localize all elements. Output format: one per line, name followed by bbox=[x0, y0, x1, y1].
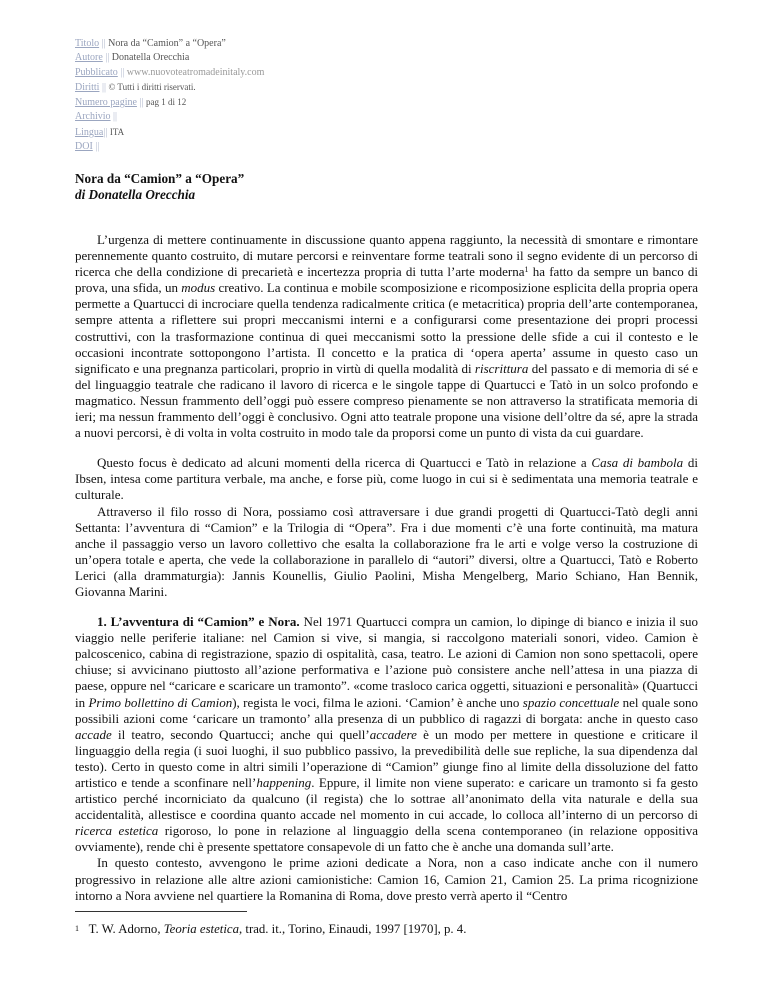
meta-separator: || bbox=[136, 97, 146, 109]
paragraph-5: In questo contesto, avvengono le prime azioni dedicate a Nora, non a caso indicate anche con il numero progressivo in relazione alle altre azioni camionistiche: Camion 16, Camion 21, Camion 25. La prima ricognizione intorno a Nora avviene nel quartiere la Romanina di Roma, dove presto verrà aperto il “Centro bbox=[75, 855, 698, 903]
meta-row-pages bbox=[75, 95, 264, 110]
text-run: ha fatto da sempre un banco di prova, una sfida, un bbox=[75, 264, 699, 296]
paragraph-4 bbox=[75, 614, 698, 855]
meta-separator: || bbox=[110, 111, 118, 123]
meta-separator: || bbox=[102, 52, 112, 64]
meta-row-language bbox=[75, 125, 264, 140]
article-heading bbox=[75, 171, 244, 203]
meta-label-link[interactable]: Pubblicato bbox=[75, 66, 118, 78]
text-run: creativo. La continua e mobile scomposizione e ricomposizione esplicita della propria opera permette a Quartucci di incrociare quella tendenza radicalmente critica (e metacritica) propria dell’arte contemporanea, sempre attenta a riflettere sui propri meccanismi interni e a configurarsi come presentazione dei propri processi costruttivi, con la trasformazione continua di quei meccanismi sotto la pressione delle sfide a cui il contesto e le occasioni incontrate sottopongono l’artista. Il concetto e la pratica di ‘opera aperta’ assume in questo caso un significato e una pregnanza particolari, proprio in virtù di quella modalità di bbox=[75, 280, 699, 376]
meta-row-doi bbox=[75, 140, 264, 154]
article-body bbox=[75, 232, 698, 904]
meta-label-link[interactable]: DOI bbox=[75, 141, 93, 153]
meta-value: © Tutti i diritti riservati. bbox=[108, 81, 196, 92]
meta-separator: || bbox=[103, 126, 110, 138]
meta-label-link[interactable]: Lingua bbox=[75, 126, 104, 138]
italic-run: Casa di bambola bbox=[591, 455, 684, 471]
text-run: L’urgenza di mettere continuamente in discussione quanto appena raggiunto, la necessità di smontare e rimontare perennemente quanto costruito, di mutare percorsi e reinventare forme teatrali sono il segno evidente di un percorso di ricerca che della condizione di precarietà e incertezza propria di tutta l’arte moderna bbox=[75, 232, 698, 280]
text-run: rigoroso, lo pone in relazione al linguaggio della scena contemporaneo (in relazione oppositiva ovviamente), rende chi è presente spettatore consapevole di un fatto che è anche una domanda sull’arte. bbox=[75, 823, 698, 855]
meta-separator: || bbox=[99, 81, 109, 93]
meta-label-link[interactable]: Archivio bbox=[75, 111, 111, 123]
text-run: Nel 1971 Quartucci compra un camion, lo dipinge di bianco e inizia il suo viaggio nelle periferie italiane: nel Camion si vive, si mangia, si raccolgono materiali sonori, video. Camion è palcoscenico, cabina di registrazione, spazio di ospitalità, casa, teatro. Le azioni di Camion non sono spettacoli, opere chiuse; si avvicinano piuttosto all’azione performativa e l’azione può consistere anche nell’attesa in una piazza di paese, oppure nel “caricare e scaricare un tramonto”. «come trasloco carica oggetti, situazioni e personalità» (Quartucci in bbox=[75, 614, 698, 710]
italic-run: accadere bbox=[369, 726, 417, 742]
text-run: il teatro, secondo Quartucci; anche qui quell’ bbox=[111, 726, 370, 742]
text-run: di Ibsen, intesa come partitura verbale, ma anche, e forse più, come luogo in cui si è sedimentata una memoria teatrale e culturale. bbox=[75, 455, 699, 503]
meta-row-author bbox=[75, 51, 264, 65]
paragraph-2 bbox=[75, 455, 698, 503]
footnote-ref[interactable]: 1 bbox=[524, 265, 529, 275]
meta-value: ITA bbox=[109, 126, 125, 137]
meta-separator: || bbox=[99, 38, 109, 49]
paragraph-3: Attraverso il filo rosso di Nora, possiamo così attraversare i due grandi progetti di Quartucci-Tatò degli anni Settanta: l’avventura di “Camion” e la Trilogia di “Opera”. Fra i due momenti c’è una forte continuità, ma matura anche il passaggio verso un lavoro collettivo che esalta la collaborazione fra le arti e volge verso la costruzione di un’opera totale e aperta, che vede la collaborazione in parallelo di “autori” diversi, oltre a Quartucci, Tatò e Roberto Lerici (alla drammaturgia): Jannis Kounellis, Giulio Paolini, Misha Mengelberg, Mario Schiano, Han Bennik, Giovanna Marini. bbox=[75, 503, 698, 599]
italic-run: spazio concettuale bbox=[522, 694, 620, 710]
meta-value: www.nuovoteatromadeinitaly.com bbox=[126, 66, 265, 78]
text-run: nel quale sono possibili azioni come ‘caricare un tramonto’ alla presenza di un pubblico di ragazzi di borgata: anche in questo caso bbox=[75, 694, 698, 726]
text-run: ), regista le voci, filma le azioni. ‘Camion’ è anche uno bbox=[232, 694, 523, 710]
meta-separator: || bbox=[92, 141, 100, 153]
paragraph-1 bbox=[75, 232, 698, 441]
meta-value: Donatella Orecchia bbox=[111, 52, 190, 64]
italic-run: Teoria estetica bbox=[163, 922, 239, 936]
document-metadata bbox=[75, 37, 264, 154]
meta-value: Nora da “Camion” a “Opera” bbox=[108, 38, 226, 49]
italic-run: accade bbox=[75, 726, 112, 742]
article-title: Nora da “Camion” a “Opera” bbox=[75, 171, 245, 186]
text-run: , trad. it., Torino, Einaudi, 1997 [1970], p. 4. bbox=[238, 922, 467, 936]
footnote-divider bbox=[75, 911, 247, 912]
text-run: Questo focus è dedicato ad alcuni momenti della ricerca di Quartucci e Tatò in relazione a bbox=[97, 455, 592, 471]
text-run: è un modo per mettere in questione e criticare il linguaggio della regia (i suoi luoghi, il suo pubblico passivo, la prevedibilità delle sue repliche, la sua dipendenza dal testo). Certo in questo come in altri simili l’operazione di “Camion” giunge fino al limite della dissoluzione del fatto artistico e tende a sconfinare nell’ bbox=[75, 726, 698, 790]
meta-label-link[interactable]: Numero pagine bbox=[75, 97, 137, 109]
footnote bbox=[75, 921, 466, 937]
text-run: . Eppure, il limite non viene superato: e caricare un tramonto si fa gesto artistico perché incorniciato da qualcuno (il regista) che lo sottrae all’anonimato della vita naturale e della sua accidentalità, allestisce e coordina quanto accade nel momento in cui accade, lo colloca all’interno di un percorso di bbox=[75, 775, 698, 823]
meta-value: pag 1 di 12 bbox=[145, 97, 187, 108]
meta-row-published bbox=[75, 66, 264, 80]
meta-row-rights bbox=[75, 80, 264, 95]
text-run: T. W. Adorno, bbox=[88, 922, 164, 936]
meta-row-title bbox=[75, 37, 264, 51]
meta-separator: || bbox=[117, 66, 127, 78]
italic-run: Primo bollettino di Camion bbox=[88, 694, 233, 710]
italic-run: modus bbox=[181, 280, 216, 296]
meta-label-link[interactable]: Diritti bbox=[75, 81, 100, 93]
italic-run: happening bbox=[256, 775, 312, 790]
footnote-number: 1 bbox=[75, 924, 79, 933]
italic-run: ricerca estetica bbox=[75, 823, 159, 839]
text-run: del passato e di memoria di sé e del linguaggio teatrale che radicano il lavoro di ricerca e le singole tappe di Quartucci e Tatò in un solco profondo e magmatico. Nessun frammento dell’oggi può essere compreso pienamente se non attraverso la stratificata memoria di ieri; ma nessun frammento dell’oggi è conclusivo. Ogni atto teatrale propone una visione dell’oltre da sé, apre la strada a nuovi percorsi, è di volta in volta costruito in modo tale da proporsi come un punto di vista da cui guardare. bbox=[75, 360, 698, 441]
meta-label-link[interactable]: Autore bbox=[75, 52, 103, 64]
article-author: di Donatella Orecchia bbox=[75, 187, 196, 202]
meta-label-link[interactable]: Titolo bbox=[75, 38, 100, 49]
section-heading: 1. L’avventura di “Camion” e Nora. bbox=[97, 614, 300, 630]
meta-row-archive bbox=[75, 110, 264, 124]
italic-run: riscrittura bbox=[474, 360, 529, 376]
